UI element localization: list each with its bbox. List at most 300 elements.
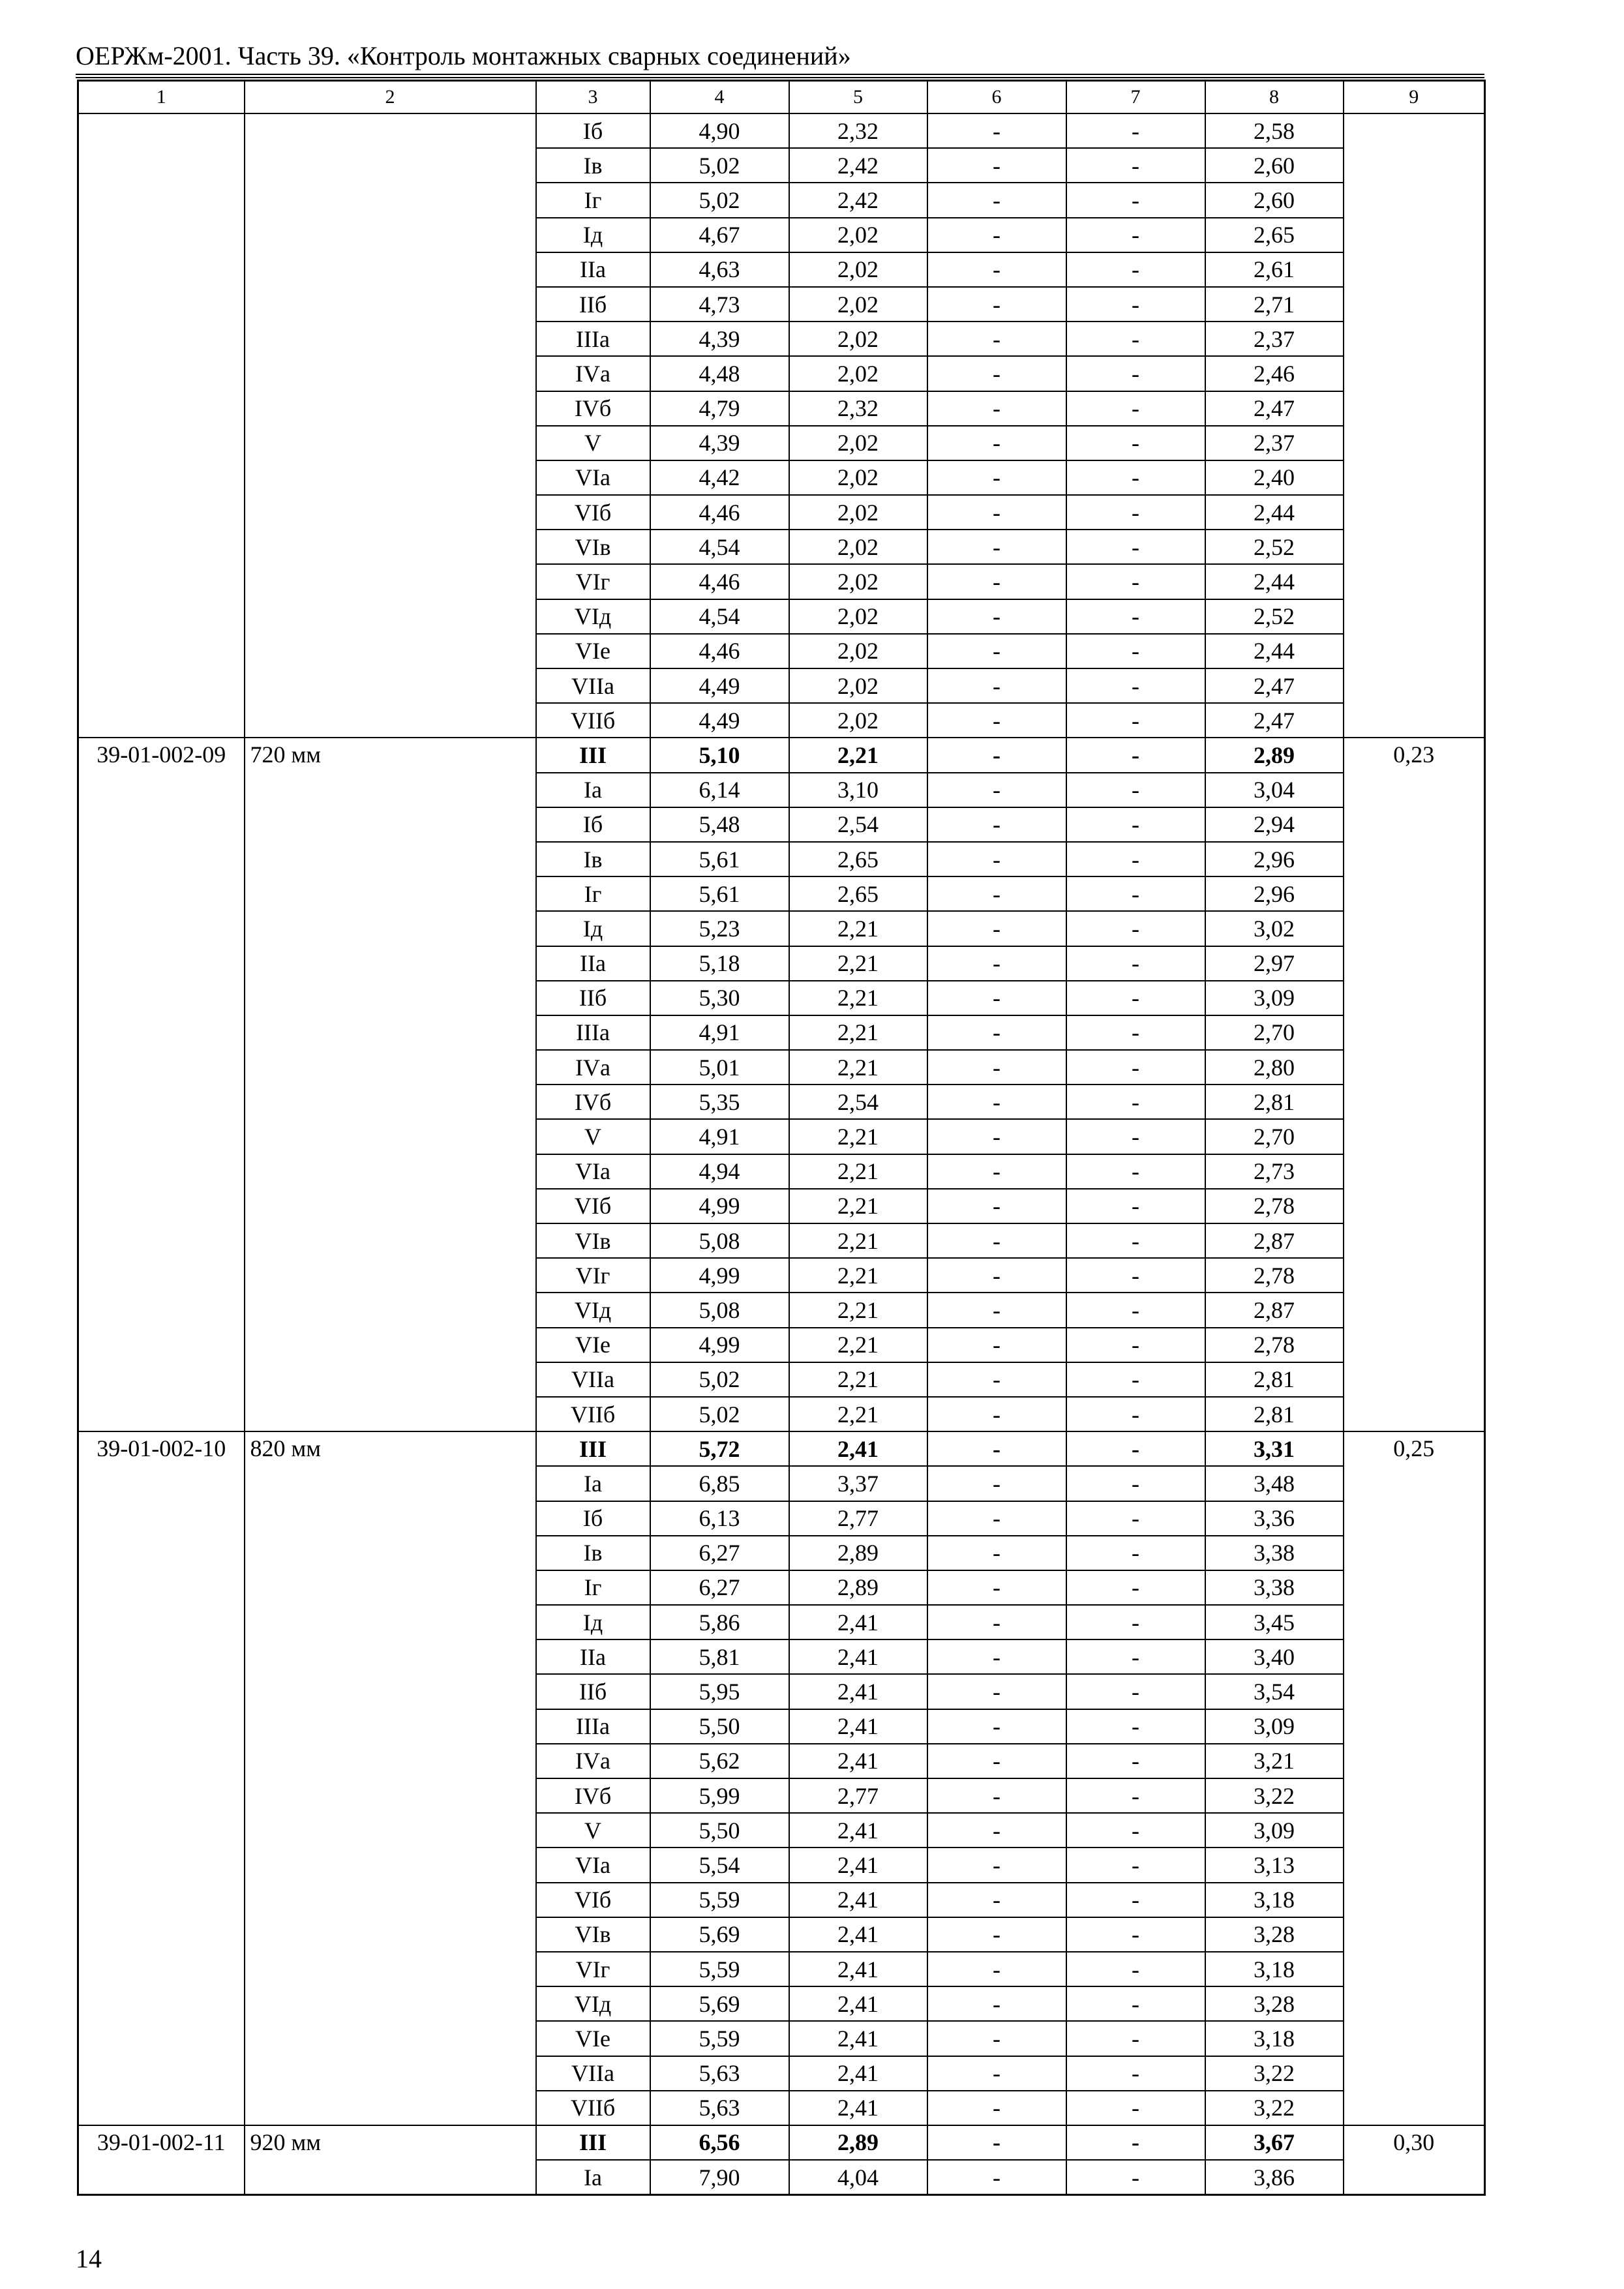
- value-cell: 2,96: [1205, 876, 1344, 911]
- pipe-diameter-cell: [245, 113, 536, 738]
- category-cell: VIг: [536, 1258, 650, 1293]
- column-number-row: [78, 81, 1485, 114]
- value-cell: 2,41: [789, 1848, 927, 1882]
- column-header: 1: [78, 81, 245, 114]
- value-cell: -: [927, 530, 1066, 564]
- value-cell: -: [1066, 842, 1205, 876]
- column-header: 6: [927, 81, 1066, 114]
- value-cell: 5,35: [650, 1085, 789, 1119]
- value-cell: -: [1066, 1536, 1205, 1570]
- value-cell: -: [927, 1917, 1066, 1952]
- category-cell: VIв: [536, 530, 650, 564]
- value-cell: -: [927, 1119, 1066, 1154]
- value-cell: -: [927, 564, 1066, 599]
- value-cell: -: [1066, 1501, 1205, 1536]
- value-cell: 5,63: [650, 2091, 789, 2125]
- value-cell: 5,30: [650, 981, 789, 1015]
- category-cell: VIа: [536, 1848, 650, 1882]
- value-cell: -: [1066, 495, 1205, 530]
- category-cell: IVб: [536, 1778, 650, 1813]
- category-cell: VIв: [536, 1223, 650, 1258]
- value-cell: -: [1066, 391, 1205, 426]
- value-cell: -: [1066, 460, 1205, 495]
- value-cell: -: [927, 1328, 1066, 1362]
- column-9-cell: 0,25: [1344, 1431, 1485, 2125]
- value-cell: -: [1066, 1397, 1205, 1431]
- value-cell: 2,02: [789, 356, 927, 391]
- category-cell: VIг: [536, 564, 650, 599]
- value-cell: -: [927, 599, 1066, 634]
- value-cell: -: [1066, 1223, 1205, 1258]
- value-cell: 2,81: [1205, 1362, 1344, 1397]
- value-cell: -: [927, 460, 1066, 495]
- value-cell: 2,21: [789, 1362, 927, 1397]
- value-cell: -: [1066, 1674, 1205, 1709]
- value-cell: -: [927, 668, 1066, 703]
- value-cell: -: [1066, 2021, 1205, 2056]
- table-body: [78, 113, 1485, 2195]
- value-cell: 2,21: [789, 1258, 927, 1293]
- value-cell: 3,54: [1205, 1674, 1344, 1709]
- value-cell: 5,02: [650, 1397, 789, 1431]
- value-cell: 5,59: [650, 2021, 789, 2056]
- value-cell: 3,18: [1205, 2021, 1344, 2056]
- value-cell: -: [1066, 322, 1205, 356]
- value-cell: 2,41: [789, 2021, 927, 2056]
- value-cell: -: [1066, 287, 1205, 322]
- value-cell: -: [1066, 1328, 1205, 1362]
- value-cell: 5,69: [650, 1917, 789, 1952]
- value-cell: -: [927, 1986, 1066, 2021]
- value-cell: -: [1066, 426, 1205, 460]
- value-cell: 2,37: [1205, 322, 1344, 356]
- value-cell: -: [927, 1744, 1066, 1778]
- value-cell: -: [1066, 2125, 1205, 2160]
- category-cell: VIб: [536, 495, 650, 530]
- value-cell: 2,41: [789, 1986, 927, 2021]
- value-cell: -: [927, 1639, 1066, 1674]
- value-cell: -: [927, 2056, 1066, 2091]
- rates-table: [77, 80, 1486, 2196]
- table-row: [78, 738, 1485, 772]
- value-cell: -: [1066, 981, 1205, 1015]
- value-cell: -: [927, 634, 1066, 668]
- value-cell: 2,70: [1205, 1119, 1344, 1154]
- value-cell: 2,77: [789, 1778, 927, 1813]
- value-cell: 2,40: [1205, 460, 1344, 495]
- value-cell: -: [1066, 1952, 1205, 1986]
- value-cell: 3,40: [1205, 1639, 1344, 1674]
- category-cell: VIIа: [536, 1362, 650, 1397]
- value-cell: 4,54: [650, 530, 789, 564]
- value-cell: 5,10: [650, 738, 789, 772]
- value-cell: 4,90: [650, 113, 789, 148]
- value-cell: 5,61: [650, 876, 789, 911]
- value-cell: 2,70: [1205, 1015, 1344, 1050]
- category-cell: IIб: [536, 287, 650, 322]
- value-cell: 2,46: [1205, 356, 1344, 391]
- category-cell: IIа: [536, 1639, 650, 1674]
- value-cell: 2,41: [789, 2091, 927, 2125]
- category-cell: VIа: [536, 460, 650, 495]
- value-cell: 4,94: [650, 1154, 789, 1189]
- value-cell: -: [927, 2091, 1066, 2125]
- value-cell: -: [927, 1466, 1066, 1501]
- value-cell: 5,50: [650, 1709, 789, 1744]
- category-cell: Iв: [536, 842, 650, 876]
- value-cell: -: [927, 1952, 1066, 1986]
- category-cell: III: [536, 738, 650, 772]
- value-cell: -: [927, 1293, 1066, 1327]
- value-cell: 2,81: [1205, 1085, 1344, 1119]
- column-header: 3: [536, 81, 650, 114]
- category-cell: VIIа: [536, 668, 650, 703]
- value-cell: -: [927, 1154, 1066, 1189]
- value-cell: 2,47: [1205, 668, 1344, 703]
- value-cell: -: [1066, 1154, 1205, 1189]
- value-cell: -: [1066, 599, 1205, 634]
- value-cell: -: [1066, 1570, 1205, 1605]
- value-cell: 5,63: [650, 2056, 789, 2091]
- value-cell: 2,89: [789, 2125, 927, 2160]
- value-cell: 2,21: [789, 946, 927, 981]
- value-cell: 3,09: [1205, 981, 1344, 1015]
- category-cell: IVб: [536, 1085, 650, 1119]
- column-header: 8: [1205, 81, 1344, 114]
- value-cell: -: [1066, 1813, 1205, 1848]
- value-cell: -: [927, 1883, 1066, 1917]
- value-cell: -: [927, 252, 1066, 287]
- table-row: [78, 1431, 1485, 1466]
- value-cell: 5,59: [650, 1952, 789, 1986]
- resource-code-cell: 39-01-002-10: [78, 1431, 245, 2125]
- value-cell: -: [1066, 356, 1205, 391]
- value-cell: -: [1066, 1258, 1205, 1293]
- column-header: 4: [650, 81, 789, 114]
- value-cell: 2,21: [789, 1050, 927, 1085]
- category-cell: Iг: [536, 876, 650, 911]
- value-cell: -: [927, 1223, 1066, 1258]
- column-9-cell: [1344, 113, 1485, 738]
- value-cell: 4,91: [650, 1015, 789, 1050]
- value-cell: 4,39: [650, 322, 789, 356]
- value-cell: 2,61: [1205, 252, 1344, 287]
- resource-code-cell: 39-01-002-09: [78, 738, 245, 1431]
- header-divider: [76, 74, 1484, 78]
- value-cell: 3,28: [1205, 1917, 1344, 1952]
- value-cell: -: [1066, 1917, 1205, 1952]
- category-cell: Iа: [536, 773, 650, 807]
- value-cell: 2,44: [1205, 564, 1344, 599]
- value-cell: 2,60: [1205, 148, 1344, 183]
- value-cell: 5,48: [650, 807, 789, 842]
- value-cell: 2,47: [1205, 391, 1344, 426]
- category-cell: Iв: [536, 148, 650, 183]
- value-cell: 2,02: [789, 634, 927, 668]
- value-cell: 2,77: [789, 1501, 927, 1536]
- value-cell: 2,71: [1205, 287, 1344, 322]
- category-cell: IIIа: [536, 1709, 650, 1744]
- value-cell: 2,65: [789, 876, 927, 911]
- value-cell: 4,99: [650, 1258, 789, 1293]
- value-cell: -: [927, 183, 1066, 217]
- value-cell: 2,87: [1205, 1223, 1344, 1258]
- value-cell: -: [1066, 1709, 1205, 1744]
- value-cell: 2,21: [789, 1154, 927, 1189]
- category-cell: IIIа: [536, 1015, 650, 1050]
- category-cell: IVа: [536, 356, 650, 391]
- value-cell: -: [1066, 1605, 1205, 1639]
- value-cell: -: [927, 1709, 1066, 1744]
- column-header: 9: [1344, 81, 1485, 114]
- category-cell: VIе: [536, 2021, 650, 2056]
- value-cell: 5,18: [650, 946, 789, 981]
- column-header: 5: [789, 81, 927, 114]
- value-cell: -: [927, 356, 1066, 391]
- value-cell: -: [1066, 1431, 1205, 1466]
- value-cell: 5,02: [650, 183, 789, 217]
- value-cell: 2,02: [789, 564, 927, 599]
- value-cell: 2,21: [789, 1293, 927, 1327]
- value-cell: 2,41: [789, 1952, 927, 1986]
- category-cell: VIа: [536, 1154, 650, 1189]
- category-cell: VIв: [536, 1917, 650, 1952]
- table-row: [78, 2125, 1485, 2160]
- category-cell: Iв: [536, 1536, 650, 1570]
- value-cell: 2,02: [789, 218, 927, 252]
- value-cell: 4,63: [650, 252, 789, 287]
- value-cell: 2,52: [1205, 530, 1344, 564]
- value-cell: 5,62: [650, 1744, 789, 1778]
- value-cell: 3,48: [1205, 1466, 1344, 1501]
- value-cell: -: [1066, 876, 1205, 911]
- value-cell: -: [927, 495, 1066, 530]
- value-cell: 4,91: [650, 1119, 789, 1154]
- value-cell: -: [1066, 564, 1205, 599]
- value-cell: -: [927, 703, 1066, 738]
- value-cell: 3,22: [1205, 1778, 1344, 1813]
- value-cell: 2,02: [789, 322, 927, 356]
- value-cell: -: [927, 946, 1066, 981]
- value-cell: -: [1066, 1189, 1205, 1223]
- value-cell: -: [927, 391, 1066, 426]
- value-cell: -: [927, 738, 1066, 772]
- value-cell: 2,65: [1205, 218, 1344, 252]
- value-cell: -: [1066, 1848, 1205, 1882]
- category-cell: VIIб: [536, 1397, 650, 1431]
- value-cell: 2,60: [1205, 183, 1344, 217]
- value-cell: 2,81: [1205, 1397, 1344, 1431]
- value-cell: 2,80: [1205, 1050, 1344, 1085]
- value-cell: -: [927, 1778, 1066, 1813]
- value-cell: 3,13: [1205, 1848, 1344, 1882]
- value-cell: -: [927, 1189, 1066, 1223]
- value-cell: 2,02: [789, 495, 927, 530]
- value-cell: -: [1066, 1986, 1205, 2021]
- value-cell: 3,86: [1205, 2160, 1344, 2195]
- category-cell: Iд: [536, 1605, 650, 1639]
- value-cell: 2,02: [789, 426, 927, 460]
- value-cell: 3,21: [1205, 1744, 1344, 1778]
- value-cell: -: [1066, 634, 1205, 668]
- value-cell: -: [1066, 1362, 1205, 1397]
- value-cell: 2,21: [789, 1189, 927, 1223]
- value-cell: 2,41: [789, 2056, 927, 2091]
- pipe-diameter-cell: 920 мм: [245, 2125, 536, 2195]
- category-cell: VIIб: [536, 703, 650, 738]
- value-cell: 2,02: [789, 287, 927, 322]
- value-cell: -: [927, 1848, 1066, 1882]
- value-cell: 4,73: [650, 287, 789, 322]
- value-cell: 4,99: [650, 1328, 789, 1362]
- value-cell: -: [927, 2125, 1066, 2160]
- column-9-cell: 0,23: [1344, 738, 1485, 1431]
- value-cell: 2,78: [1205, 1328, 1344, 1362]
- value-cell: 4,54: [650, 599, 789, 634]
- value-cell: -: [1066, 738, 1205, 772]
- value-cell: 5,81: [650, 1639, 789, 1674]
- category-cell: IIб: [536, 981, 650, 1015]
- value-cell: -: [1066, 1778, 1205, 1813]
- value-cell: -: [1066, 1744, 1205, 1778]
- value-cell: 2,97: [1205, 946, 1344, 981]
- value-cell: 2,41: [789, 1605, 927, 1639]
- resource-code-cell: 39-01-002-11: [78, 2125, 245, 2195]
- value-cell: 3,31: [1205, 1431, 1344, 1466]
- value-cell: 4,99: [650, 1189, 789, 1223]
- value-cell: -: [927, 113, 1066, 148]
- value-cell: 4,79: [650, 391, 789, 426]
- category-cell: III: [536, 1431, 650, 1466]
- category-cell: Iа: [536, 1466, 650, 1501]
- value-cell: 3,36: [1205, 1501, 1344, 1536]
- value-cell: -: [927, 807, 1066, 842]
- value-cell: 3,22: [1205, 2091, 1344, 2125]
- value-cell: 2,02: [789, 530, 927, 564]
- value-cell: 4,49: [650, 703, 789, 738]
- value-cell: -: [1066, 1293, 1205, 1327]
- value-cell: -: [927, 322, 1066, 356]
- column-header: 7: [1066, 81, 1205, 114]
- value-cell: -: [927, 876, 1066, 911]
- category-cell: VIе: [536, 634, 650, 668]
- value-cell: 2,02: [789, 668, 927, 703]
- value-cell: 2,41: [789, 1431, 927, 1466]
- value-cell: -: [1066, 530, 1205, 564]
- category-cell: V: [536, 426, 650, 460]
- value-cell: -: [1066, 1050, 1205, 1085]
- category-cell: Iг: [536, 183, 650, 217]
- value-cell: 3,09: [1205, 1709, 1344, 1744]
- category-cell: IIа: [536, 252, 650, 287]
- value-cell: 2,41: [789, 1709, 927, 1744]
- category-cell: IIб: [536, 1674, 650, 1709]
- value-cell: 6,27: [650, 1536, 789, 1570]
- category-cell: IIа: [536, 946, 650, 981]
- value-cell: 2,02: [789, 599, 927, 634]
- value-cell: -: [1066, 113, 1205, 148]
- value-cell: -: [1066, 1466, 1205, 1501]
- value-cell: -: [927, 842, 1066, 876]
- value-cell: 5,01: [650, 1050, 789, 1085]
- value-cell: -: [1066, 148, 1205, 183]
- page-header-title: ОЕРЖм-2001. Часть 39. «Контроль монтажных сварных соединений»: [76, 41, 851, 70]
- category-cell: Iг: [536, 1570, 650, 1605]
- value-cell: 2,21: [789, 1223, 927, 1258]
- value-cell: -: [1066, 1015, 1205, 1050]
- value-cell: 6,56: [650, 2125, 789, 2160]
- value-cell: 2,47: [1205, 703, 1344, 738]
- value-cell: 2,21: [789, 738, 927, 772]
- value-cell: 4,46: [650, 564, 789, 599]
- value-cell: 5,69: [650, 1986, 789, 2021]
- category-cell: Iд: [536, 911, 650, 946]
- value-cell: 2,41: [789, 1674, 927, 1709]
- value-cell: 3,04: [1205, 773, 1344, 807]
- value-cell: 2,78: [1205, 1258, 1344, 1293]
- value-cell: 2,02: [789, 703, 927, 738]
- value-cell: -: [927, 1085, 1066, 1119]
- value-cell: 4,46: [650, 634, 789, 668]
- value-cell: 3,37: [789, 1466, 927, 1501]
- value-cell: 3,09: [1205, 1813, 1344, 1848]
- value-cell: -: [1066, 773, 1205, 807]
- column-9-cell: 0,30: [1344, 2125, 1485, 2195]
- value-cell: -: [1066, 703, 1205, 738]
- category-cell: VIд: [536, 1293, 650, 1327]
- value-cell: 2,58: [1205, 113, 1344, 148]
- value-cell: 5,72: [650, 1431, 789, 1466]
- pipe-diameter-cell: 720 мм: [245, 738, 536, 1431]
- value-cell: 2,41: [789, 1744, 927, 1778]
- value-cell: -: [1066, 1883, 1205, 1917]
- value-cell: 3,67: [1205, 2125, 1344, 2160]
- value-cell: 5,54: [650, 1848, 789, 1882]
- category-cell: III: [536, 2125, 650, 2160]
- value-cell: -: [1066, 946, 1205, 981]
- value-cell: 5,08: [650, 1223, 789, 1258]
- value-cell: 2,32: [789, 113, 927, 148]
- value-cell: 2,44: [1205, 495, 1344, 530]
- value-cell: 2,44: [1205, 634, 1344, 668]
- value-cell: 3,22: [1205, 2056, 1344, 2091]
- category-cell: VIIа: [536, 2056, 650, 2091]
- value-cell: 2,73: [1205, 1154, 1344, 1189]
- value-cell: -: [927, 1605, 1066, 1639]
- value-cell: 2,96: [1205, 842, 1344, 876]
- value-cell: 2,41: [789, 1639, 927, 1674]
- value-cell: 6,14: [650, 773, 789, 807]
- value-cell: 2,41: [789, 1813, 927, 1848]
- value-cell: 2,42: [789, 183, 927, 217]
- category-cell: VIг: [536, 1952, 650, 1986]
- value-cell: -: [927, 148, 1066, 183]
- value-cell: 4,46: [650, 495, 789, 530]
- column-header: 2: [245, 81, 536, 114]
- value-cell: 2,02: [789, 252, 927, 287]
- table-row: [78, 113, 1485, 148]
- page-number: 14: [76, 2244, 102, 2273]
- value-cell: -: [927, 1570, 1066, 1605]
- value-cell: -: [927, 1536, 1066, 1570]
- value-cell: 5,02: [650, 1362, 789, 1397]
- value-cell: -: [1066, 183, 1205, 217]
- category-cell: IVб: [536, 391, 650, 426]
- category-cell: IVа: [536, 1050, 650, 1085]
- value-cell: 3,38: [1205, 1570, 1344, 1605]
- category-cell: Iа: [536, 2160, 650, 2195]
- category-cell: Iд: [536, 218, 650, 252]
